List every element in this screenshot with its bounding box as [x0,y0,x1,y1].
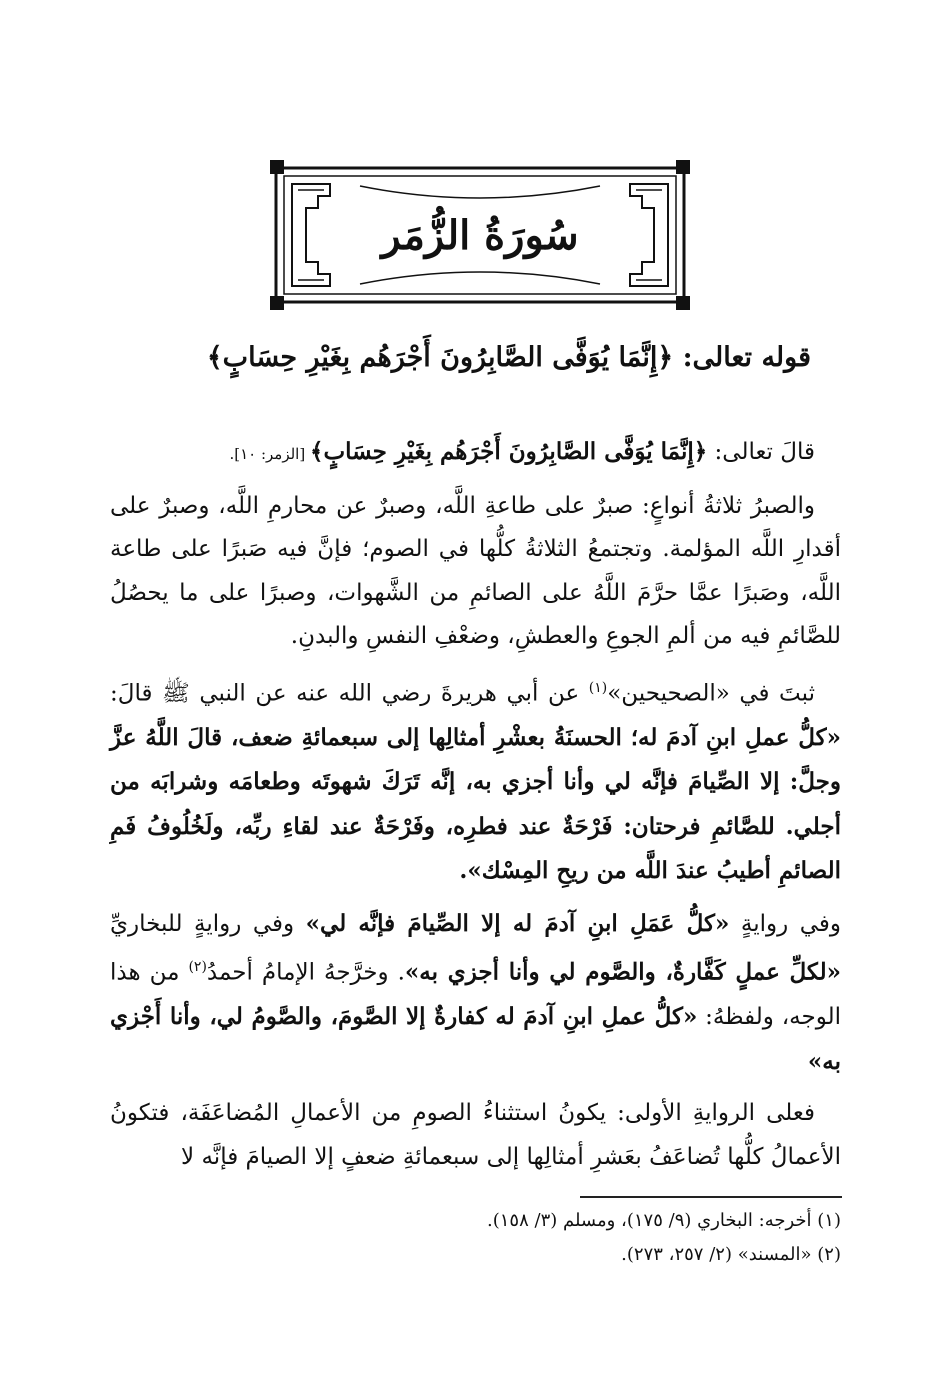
footnote-divider [580,1196,842,1198]
title-frame [270,160,690,310]
paragraph-1: قالَ تعالى: ﴿إِنَّمَا يُوَفَّى الصَّابِرُونَ أَجْرَهُم بِغَيْرِ حِسَابٍ﴾ [الزمر: ١٠]. [229,438,815,465]
paragraph-2: والصبرُ ثلاثةُ أنواعٍ: صبرٌ على طاعةِ اللَّه، وصبرٌ عن محارمِ اللَّه، وصبرٌ على أقدارِ اللَّه المؤلمة. وتجتمعُ الثلاثةُ كلُّها في الصوم؛ فإنَّ فيه صَبرًا على طاعة اللَّه، وصَبرًا عمَّا حرَّمَ اللَّهُ على الصائمِ من الشَّهوات، وصبرًا على ما يحصُلُ للصَّائمِ فيه من ألمِ الجوعِ والعطشِ، وضعْفِ النفسِ والبدنِ. [110,492,841,649]
section-heading: قوله تعالى: ﴿إِنَّمَا يُوَفَّى الصَّابِرُونَ أَجْرَهُم بِغَيْرِ حِسَابٍ﴾ [206,342,811,373]
paragraph-3: ثبتَ في «الصحيحين»$^{(١)}$ عن أبي هريرةَ رضي الله عنه عن النبي ﷺ قالَ: «كلُّ عملِ ابنِ آدمَ له؛ الحسنَةُ بعشْرِ أمثالِها إلى سبعمائةِ ضعف، قالَ اللَّهُ عزَّ وجلَّ: إلا الصِّيامَ فإنَّه لي وأنا أجزي به، إنَّه تَرَكَ شهوتَه وطعامَه وشرابَه من أجلي. للصَّائمِ فرحتان: فَرْحَةٌ عند فطرِه، وفَرْحَةٌ عند لقاءِ ربِّه، ولَخُلُوفُ فَمِ الصائمِ أطيبُ عندَ اللَّه من ريحِ المِسْك». [110,679,841,885]
footnote-1: (١) أخرجه: البخاري (٩/ ١٧٥)، ومسلم (٣/ ١٥٨). [487,1210,841,1231]
main-text [110,430,841,1187]
hadith-text: «كلُّ عملِ ابنِ آدمَ له؛ الحسنَةُ بعشْرِ أمثالِها إلى سبعمائةِ ضعف، قالَ اللَّهُ عزَّ وجلَّ: إلا الصِّيامَ فإنَّه لي وأنا أجزي به، إنَّه تَرَكَ شهوتَه وطعامَه وشرابَه من أجلي. للصَّائمِ فرحتان: فَرْحَةٌ عند فطرِه، وفَرْحَةٌ عند لقاءِ ربِّه، ولَخُلُوفُ فَمِ الصائمِ أطيبُ عندَ اللَّه من ريحِ المِسْك». [110,723,841,885]
footnote-marker-2[interactable]: (٢) [188,959,207,976]
quran-verse: ﴿إِنَّمَا يُوَفَّى الصَّابِرُونَ أَجْرَهُم بِغَيْرِ حِسَابٍ﴾ [309,438,708,465]
paragraph-4: وفي روايةٍ «كلُّ عَمَلِ ابنِ آدمَ له إلا الصِّيامَ فإنَّه لي» وفي روايةٍ للبخاريِّ «لكلِّ عملٍ كَفَّارةٌ، والصَّوم لي وأنا أجزي به». وخرَّجهُ الإمامُ أحمدُ$^{(٢)}$ من هذا الوجه، ولفظهُ: «كلُّ عملِ ابنِ آدمَ له كفارةٌ إلا الصَّومَ، والصَّومُ لي، وأنا أَجْزي به» [110,909,842,1075]
surah-title: سُورَةُ الزُّمَر [381,211,579,259]
verse-reference: [الزمر: ١٠]. [229,445,310,463]
paragraph-5: فعلى الروايةِ الأولى: يكونُ استثناءُ الصومِ من الأعمالِ المُضاعَفَة، فتكونُ الأعمالُ كلُّها تُضاعَفُ بعَشرِ أمثالِها إلى سبعمائةِ ضعفٍ إلا الصيامَ فإنَّه لا [110,1100,841,1170]
footnotes [110,1204,841,1272]
footnote-marker-1[interactable]: (١) [588,679,608,696]
footnote-2: (٢) «المسند» (٢/ ٢٥٧، ٢٧٣). [621,1244,841,1265]
